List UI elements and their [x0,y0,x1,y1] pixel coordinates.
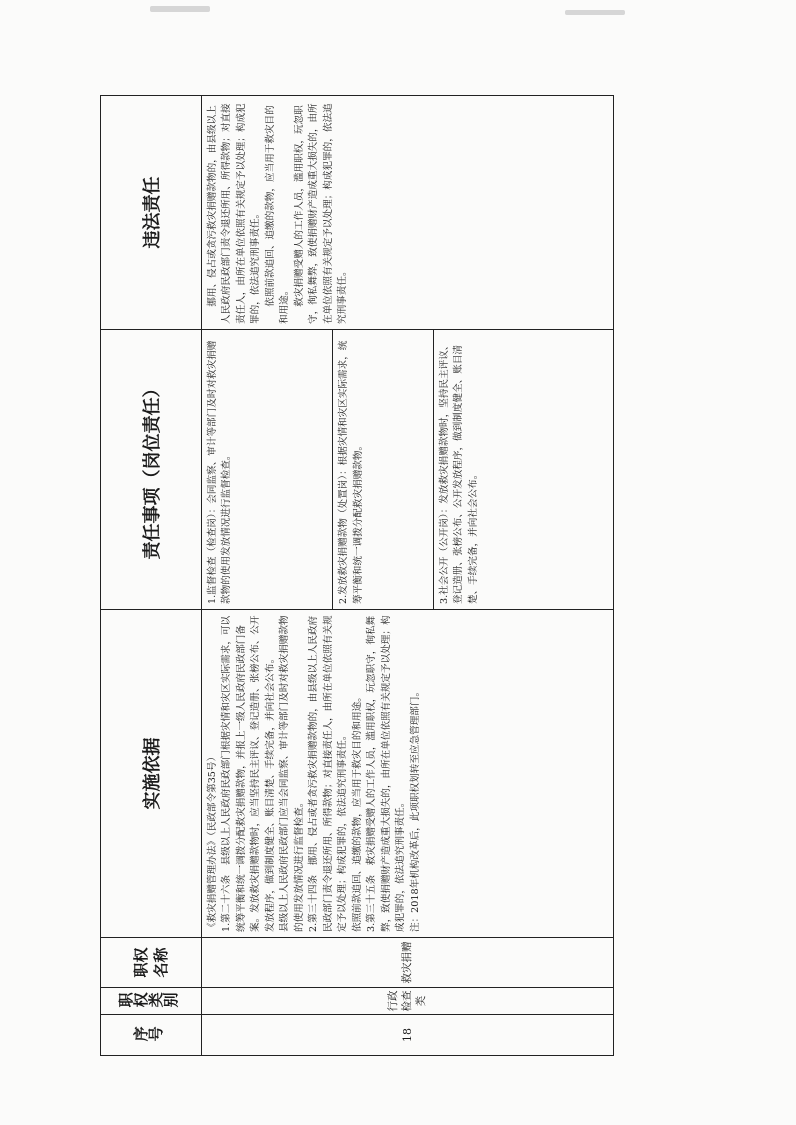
table-row [201,96,333,1056]
row-violation [201,96,614,330]
scan-smudge [150,6,210,12]
row-name: 救灾捐赠 [201,938,614,988]
row-category: 行政检查类 [201,988,614,1015]
duty-table [100,95,614,1056]
basis-line: 1.第二十六条 县级以上人民政府民政部门根据灾情和灾区实际需求，可以统筹平衡和统一调拨分配救灾捐赠款物，并报上一级人民政府民政部门备案。发放救灾捐赠款物时，应当坚持民主评议、登记造册、张榜公布、公开发放程序，做到制度健全、账目清楚、手续完备，并向社会公布。 [221,615,276,932]
header-name: 职权名称 [101,938,202,988]
violation-line: 依照前款追回、追缴的款物，应当用于救灾目的和用途。 [264,105,290,324]
table-header-row [101,96,202,1056]
violation-line: 挪用、侵占或贪污救灾捐赠款物的，由县级以上人民政府民政部门责令退还所用、所得款物；对直接责任人，由所在单位依照有关规定予以处理；构成犯罪的，依法追究刑事责任。 [206,103,261,324]
basis-line: 2.第三十四条 挪用、侵占或者贪污救灾捐赠款物的，由县级以上人民政府民政部门责令退还所用、所得款物；对直接责任人，由所在单位依照有关规定予以处理；构成犯罪的，依法追究刑事责任。 [308,615,348,932]
basis-line: 3.第三十五条 救灾捐赠受赠人的工作人员，滥用职权，玩忽职守，徇私舞弊，致使捐赠财产造成重大损失的，由所在单位依照有关规定予以处理；构成犯罪的，依法追究刑事责任。 [366,615,406,932]
row-basis [201,610,614,938]
header-duty: 责任事项（岗位责任） [101,330,202,610]
rotated-table-wrapper [100,96,614,1056]
header-basis: 实施依据 [101,610,202,938]
duty-item-2: 2.发放救灾捐赠款物（处置岗）：根据灾情和灾区实际需求，统筹平衡和统一调拨分配救灾捐赠款物。 [333,330,434,610]
scan-smudge [565,10,625,15]
row-seq: 18 [201,1015,614,1056]
basis-line: 县级以上人民政府民政部门应当会同监察、审计等部门及时对救灾捐赠款物的使用发放情况进行监督检查。 [279,615,305,932]
header-seq: 序号 [101,1015,202,1056]
basis-line: 《救灾捐赠管理办法》（民政部令第35号） [206,751,218,932]
header-category: 职权类别 [101,988,202,1015]
violation-line: 救灾捐赠受赠人的工作人员，滥用职权，玩忽职守，徇私舞弊，致使捐赠财产造成重大损失的，由所在单位依照有关规定予以处理；构成犯罪的，依法追究刑事责任。 [293,103,348,324]
header-violation: 违法责任 [101,96,202,330]
duty-item-3: 3.社会公开（公开岗）：发放救灾捐赠款物时，坚持民主评议、登记造册、张榜公布、公开发放程序，做到制度健全、账目清楚、手续完备，并向社会公布。 [433,330,613,610]
basis-line: 依照前款追回、追缴的款物，应当用于救灾目的和用途。 [351,692,363,932]
basis-line: 注：2018年机构改革后，此项职权划转至应急管理部门。 [409,686,421,932]
duty-item-1: 1.监督检查（检查岗）：会同监察、审计等部门及时对救灾捐赠款物的使用发放情况进行监督检查。 [201,330,333,610]
